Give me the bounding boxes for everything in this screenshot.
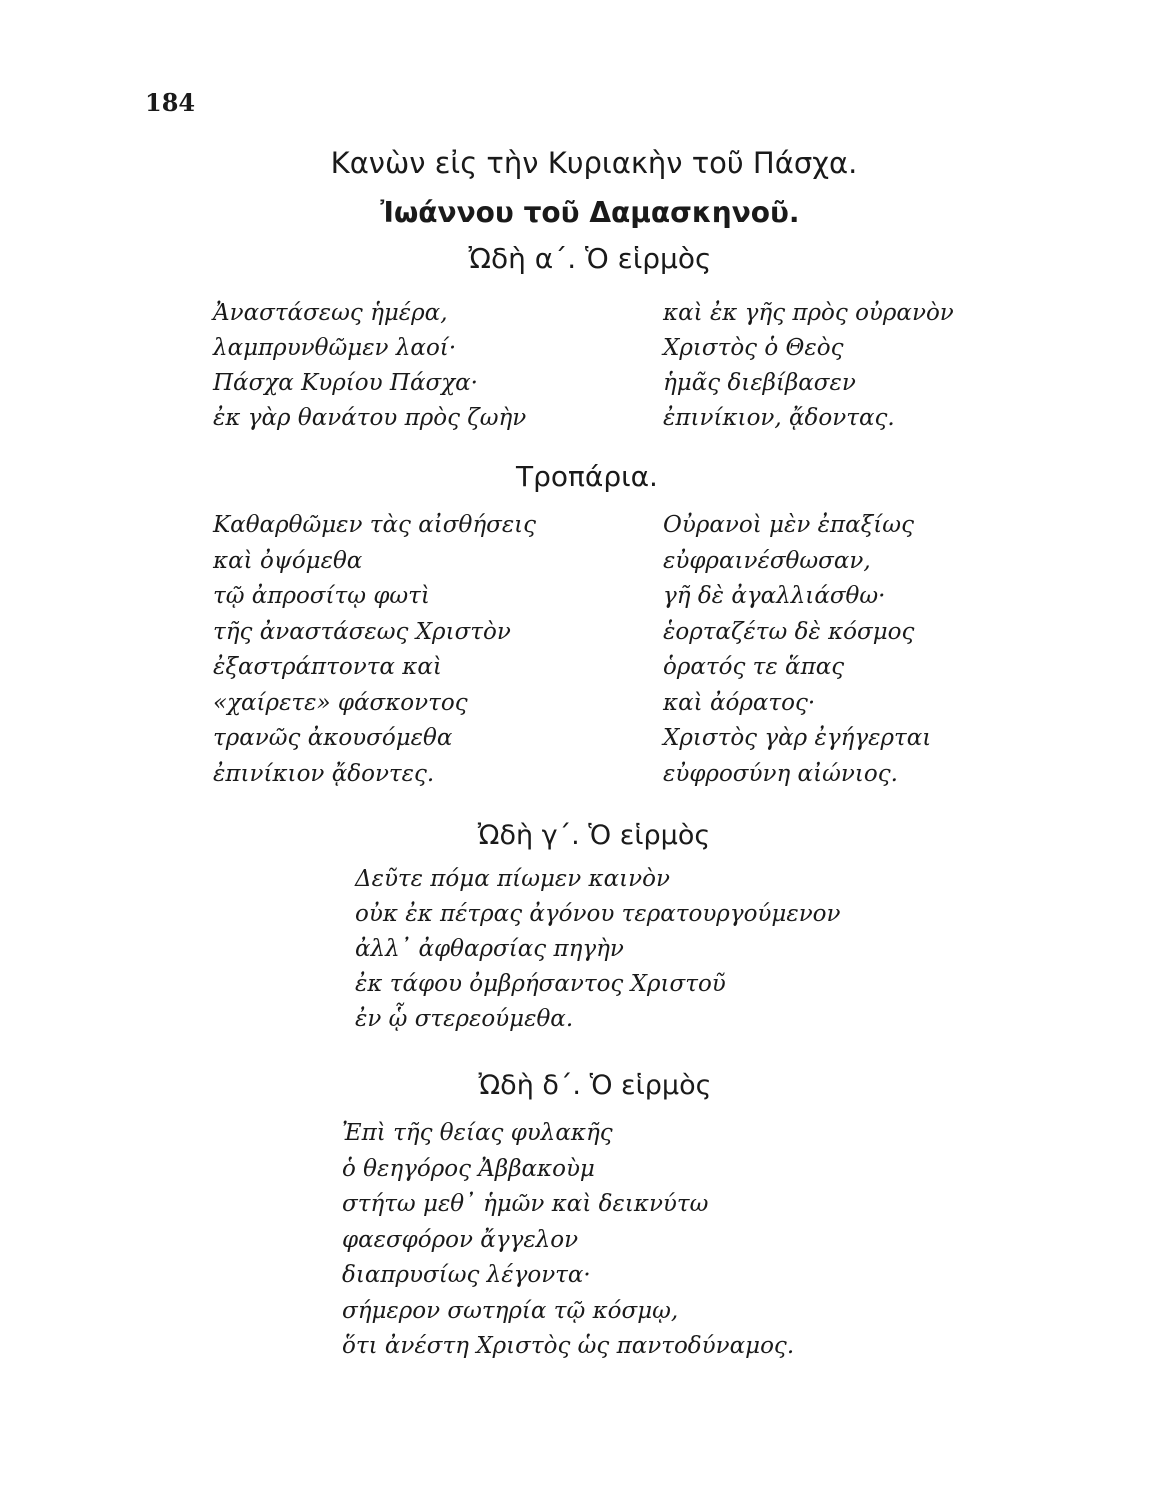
verse-line: διαπρυσίως λέγοντα·	[342, 1262, 591, 1288]
verse-line: σήμερον σωτηρία τῷ κόσμῳ,	[342, 1297, 679, 1324]
verse-line: ἐκ τάφου ὀμβρήσαντος Χριστοῦ	[355, 971, 726, 997]
verse-line: ἀλλ᾿ ἀφθαρσίας πηγὴν	[355, 936, 624, 962]
verse-line: γῆ δὲ ἀγαλλιάσθω·	[663, 583, 886, 609]
ode1-irmos-right-column	[663, 296, 954, 436]
verse-line: Ἀναστάσεως ἡμέρα,	[213, 300, 448, 326]
verse-line: ὁ θεηγόρος Ἀββακοὺμ	[342, 1155, 595, 1182]
verse-line: εὐφραινέσθωσαν,	[663, 547, 871, 574]
verse-line: Καθαρθῶμεν τὰς αἰσθήσεις	[213, 512, 537, 538]
verse-line: στήτω μεθ᾿ ἡμῶν καὶ δεικνύτω	[342, 1191, 709, 1217]
canon-title: Κανὼν εἰς τὴν Κυριακὴν τοῦ Πάσχα.	[330, 146, 858, 180]
verse-line: ἐκ γὰρ θανάτου πρὸς ζωὴν	[213, 405, 527, 431]
verse-line: Πάσχα Κυρίου Πάσχα·	[213, 370, 478, 396]
verse-line: τῆς ἀναστάσεως Χριστὸν	[213, 618, 511, 645]
troparia-right-column	[663, 508, 931, 792]
verse-line: τῷ ἀπροσίτῳ φωτὶ	[213, 583, 430, 609]
verse-line: τρανῶς ἀκουσόμεθα	[213, 725, 453, 751]
ode4-heading: Ὠδὴ δ΄. Ὁ εἱρμὸς	[478, 1070, 712, 1101]
troparia-heading: Τροπάρια.	[516, 460, 658, 493]
verse-line: ἐπινίκιον ᾄδοντες.	[213, 760, 435, 787]
verse-line: καὶ ἀόρατος·	[663, 689, 816, 716]
ode3-heading: Ὠδὴ γ΄. Ὁ εἱρμὸς	[477, 820, 711, 851]
verse-line: οὐκ ἐκ πέτρας ἀγόνου τερατουργούμενον	[355, 901, 841, 927]
ode1-heading: Ὠδὴ α΄. Ὁ εἱρμὸς	[468, 242, 712, 275]
verse-line: «χαίρετε» φάσκοντος	[213, 689, 468, 716]
verse-line: εὐφροσύνη αἰώνιος.	[663, 760, 898, 787]
verse-line: ὁρατός τε ἅπας	[663, 654, 845, 680]
verse-line: Χριστὸς ὁ Θεὸς	[663, 335, 844, 361]
verse-line: ἐν ᾧ στερεούμεθα.	[355, 1006, 574, 1032]
verse-line: Χριστὸς γὰρ ἐγήγερται	[663, 725, 932, 751]
verse-line: καὶ ἐκ γῆς πρὸς οὐρανὸν	[663, 300, 954, 326]
author-heading: Ἰωάννου τοῦ Δαμασκηνοῦ.	[380, 196, 800, 229]
troparia-left-column	[213, 508, 536, 792]
verse-line: ἐπινίκιον, ᾄδοντας.	[663, 405, 895, 431]
verse-line: ἐξαστράπτοντα καὶ	[213, 654, 442, 680]
verse-line: φαεσφόρον ἄγγελον	[342, 1226, 579, 1253]
ode1-irmos-left-column	[213, 296, 526, 436]
verse-line: καὶ ὀψόμεθα	[213, 547, 363, 574]
verse-line: Δεῦτε πόμα πίωμεν καινὸν	[355, 866, 670, 892]
verse-line: ἡμᾶς διεβίβασεν	[663, 370, 856, 396]
verse-line: Οὐρανοὶ μὲν ἐπαξίως	[663, 512, 914, 538]
page-number: 184	[145, 88, 196, 117]
verse-line: Ἐπὶ τῆς θείας φυλακῆς	[342, 1120, 613, 1146]
verse-line: λαμπρυνθῶμεν λαοί·	[213, 335, 457, 361]
verse-line: ὅτι ἀνέστη Χριστὸς ὡς παντοδύναμος.	[342, 1333, 795, 1359]
ode4-irmos	[342, 1116, 794, 1365]
ode3-irmos	[355, 862, 841, 1037]
verse-line: ἑορταζέτω δὲ κόσμος	[663, 618, 915, 645]
